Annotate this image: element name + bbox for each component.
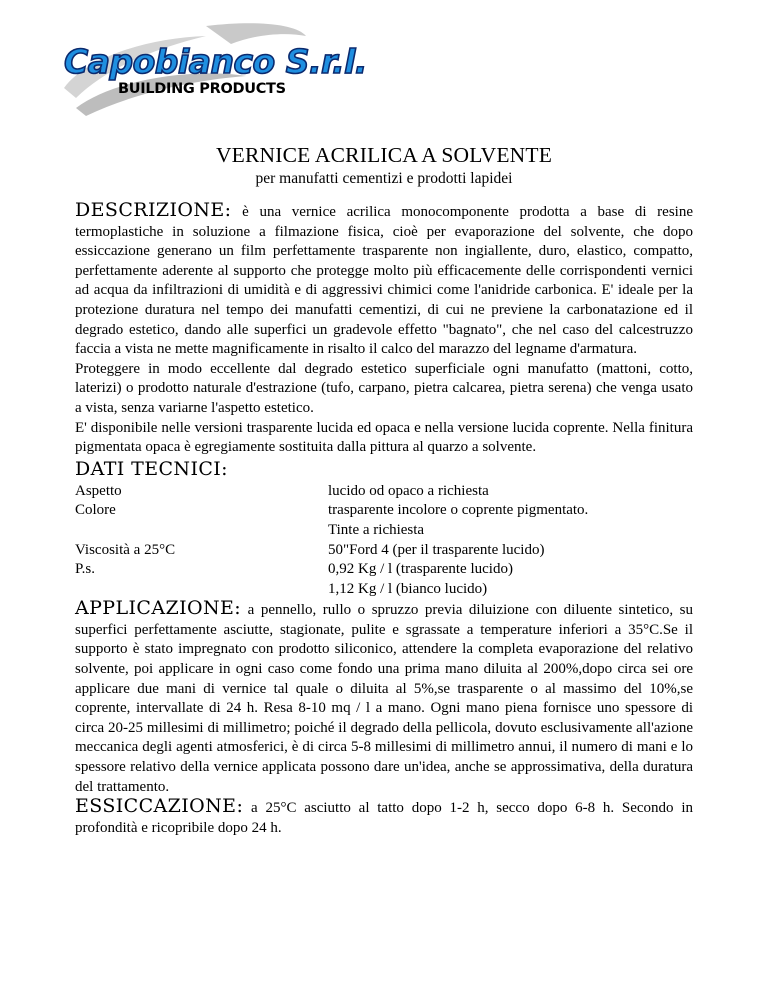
descrizione-paragraph-2: Proteggere in modo eccellente dal degrado estetico superficiale ogni manufatto (mattoni, cotto, laterizi) o prodotto naturale d'estrazione (tufo, carpano, pietra calcarea, pietra serena) che venga usato a vista, senza variarne l'aspetto estetico. xyxy=(75,360,693,416)
descrizione-heading: DESCRIZIONE: xyxy=(75,199,232,221)
spec-value: 50"Ford 4 (per il trasparente lucido) xyxy=(328,541,545,558)
spec-value: 1,12 Kg / l (bianco lucido) xyxy=(328,580,488,597)
essiccazione-text: a 25°C asciutto al tatto dopo 1-2 h, secco dopo 6-8 h. Secondo in profondità e ricopribile dopo 24 h. xyxy=(75,800,693,836)
spec-row xyxy=(75,482,693,502)
spec-value: 0,92 Kg / l (trasparente lucido) xyxy=(328,561,513,578)
applicazione-heading: APPLICAZIONE: xyxy=(75,597,242,620)
descrizione-paragraph-3: E' disponibile nelle versioni trasparente lucida ed opaca e nella versione lucida coprente. Nella finitura pigmentata opaca è egregiamente sostituita dalla pittura al quarzo a solvente. xyxy=(75,419,693,456)
applicazione-paragraph xyxy=(75,599,693,797)
spec-label: Colore xyxy=(75,502,116,519)
spec-value: Tinte a richiesta xyxy=(328,521,425,538)
descrizione-paragraph xyxy=(75,201,693,360)
applicazione-text: a pennello, rullo o spruzzo previa diluizione con diluente sintetico, su superfici perfettamente asciutte, stagionate, pulite e sgrassate a temperature inferiori a 35°C.Se il supporto è stato impregnato con prodotto siliconico, attendere la completa evaporazione del relativo solvente, poi applicare in ogni caso come fondo una prima mano diluita al 200%,dopo circa sei ore applicare due mani di vernice tal quale o diluita al 5%,se trasparente o al massimo del 10%,se coprente, intervallate di 24 h. Resa 8-10 mq / l a mano. Ogni mano piena fornisce uno spessore di circa 20-25 millesimi di millimetro; poiché il degrado della pellicola, dovuto esclusivamente all'azione meccanica degli agenti atmosferici, è di circa 5-8 millesimi di millimetro annui, il numero di mani e lo spessore relativo della vernice applicata possono dare un'idea, anche se approssimativa, della duratura del trattamento. xyxy=(75,602,694,795)
logo-tagline: BUILDING PRODUCTS xyxy=(118,81,286,97)
spec-row xyxy=(75,541,693,561)
spec-label: Aspetto xyxy=(75,482,122,499)
essiccazione-heading: ESSICCAZIONE: xyxy=(75,795,244,818)
document-body xyxy=(75,201,693,838)
document-title: VERNICE ACRILICA A SOLVENTE xyxy=(215,143,553,167)
company-logo xyxy=(56,18,367,118)
spec-value: lucido od opaco a richiesta xyxy=(328,482,489,499)
dati-tecnici-section xyxy=(75,458,693,482)
descrizione-text: è una vernice acrilica monocomponente prodotta a base di resine termoplastiche in soluzione a filmazione fisica, cioè per evaporazione del solvente, che dopo essiccazione generano un film perfettamente trasparente non ingiallente, duro, elastico, compatto, perfettamente aderente al supporto che protegge molto più efficacemente delle corrispondenti vernici ad acqua da infiltrazioni di umidità e di aggressivi chimici come l'anidride carbonica. E' ideale per la protezione duratura nel tempo dei manufatti cementizi, di cui ne previene la carbonatazione ed il degrado estetico, dando alle superfici un gradevole effetto "bagnato", che nel caso del calcestruzzo faccia a vista ne mette magnificamente in risalto il calco del marazzo del legname d'armatura. xyxy=(75,204,693,358)
spec-row xyxy=(75,521,693,541)
spec-label: P.s. xyxy=(75,561,96,578)
spec-label: Viscosità a 25°C xyxy=(75,541,176,558)
essiccazione-paragraph xyxy=(75,797,693,838)
spec-row xyxy=(75,501,693,521)
spec-row xyxy=(75,580,693,600)
tech-specs-table xyxy=(75,482,693,600)
dati-tecnici-heading: DATI TECNICI: xyxy=(75,457,228,480)
document-subtitle: per manufatti cementizi e prodotti lapidei xyxy=(255,170,513,187)
logo-company-name: Capobianco S.r.l. xyxy=(64,42,367,81)
spec-value: trasparente incolore o coprente pigmentato. xyxy=(328,502,589,519)
spec-row xyxy=(75,560,693,580)
